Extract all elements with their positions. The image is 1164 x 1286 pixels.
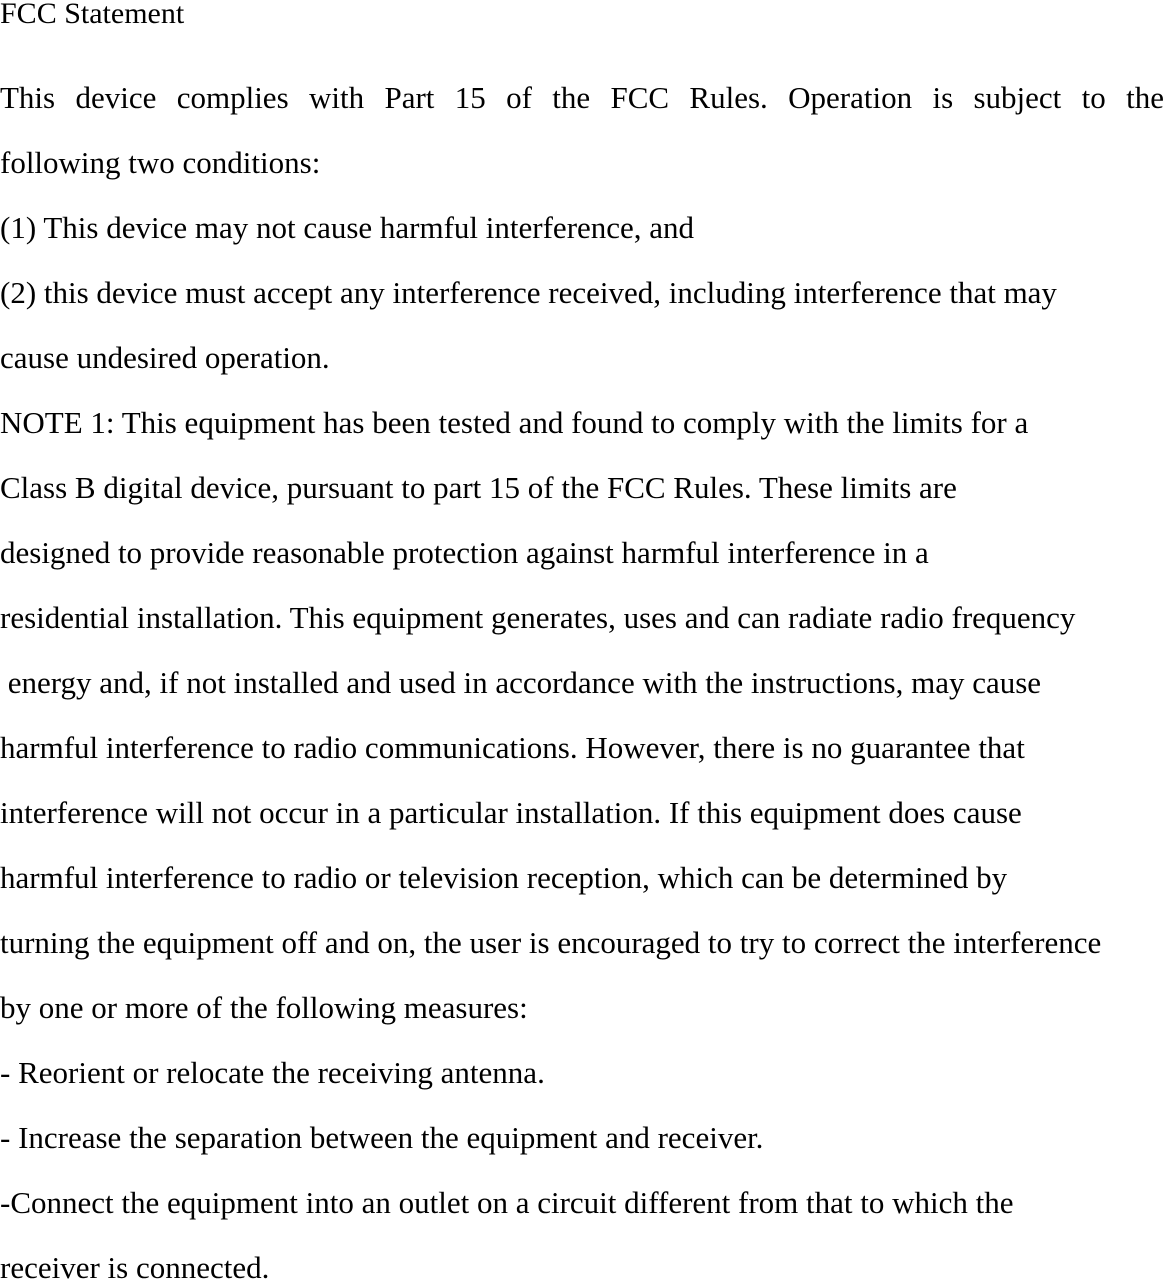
note-line: residential installation. This equipment generates, uses and can radiate radio frequency xyxy=(0,600,1076,635)
measure-item: - Increase the separation between the equipment and receiver. xyxy=(0,1120,764,1155)
note-line: turning the equipment off and on, the user is encouraged to try to correct the interference xyxy=(0,925,1102,960)
note-line: interference will not occur in a particular installation. If this equipment does cause xyxy=(0,795,1022,830)
measure-item-continuation: receiver is connected. xyxy=(0,1250,270,1285)
note-line: NOTE 1: This equipment has been tested and found to comply with the limits for a xyxy=(0,405,1029,440)
condition-item: (1) This device may not cause harmful interference, and xyxy=(0,210,695,245)
paragraph-line: following two conditions: xyxy=(0,145,321,180)
measure-item: - Reorient or relocate the receiving antenna. xyxy=(0,1055,545,1090)
measure-item: -Connect the equipment into an outlet on a circuit different from that to which the xyxy=(0,1185,1014,1220)
note-line: harmful interference to radio or television reception, which can be determined by xyxy=(0,860,1008,895)
condition-item-continuation: cause undesired operation. xyxy=(0,340,330,375)
note-line: Class B digital device, pursuant to part 15 of the FCC Rules. These limits are xyxy=(0,470,957,505)
note-line: designed to provide reasonable protection against harmful interference in a xyxy=(0,535,929,570)
paragraph-line: This device complies with Part 15 of the FCC Rules. Operation is subject to the xyxy=(0,80,1164,115)
condition-item: (2) this device must accept any interference received, including interference that may xyxy=(0,275,1057,310)
note-line: harmful interference to radio communications. However, there is no guarantee that xyxy=(0,730,1025,765)
note-line: by one or more of the following measures: xyxy=(0,990,528,1025)
note-line: energy and, if not installed and used in accordance with the instructions, may cause xyxy=(0,665,1042,700)
document-title: FCC Statement xyxy=(0,0,185,30)
